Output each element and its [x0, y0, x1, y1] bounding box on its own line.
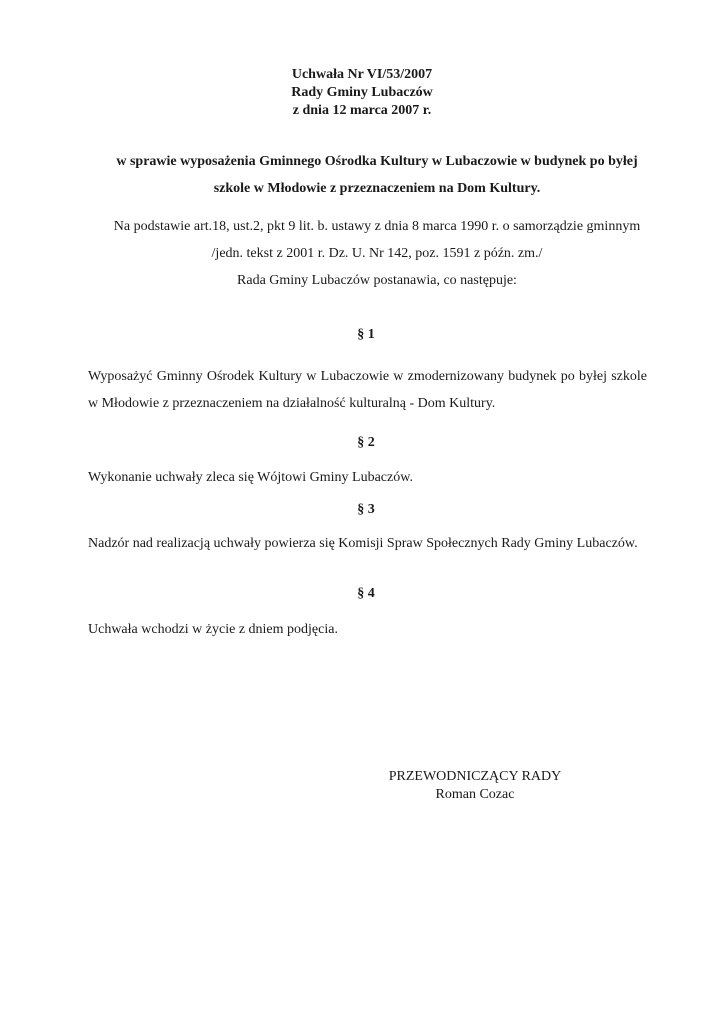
- section-text: Uchwała wchodzi w życie z dniem podjęcia.: [88, 622, 338, 637]
- signatory-name: Roman Cozac: [435, 787, 515, 802]
- council-name: Rady Gminy Lubaczów: [291, 85, 433, 100]
- legal-basis-line: /jedn. tekst z 2001 r. Dz. U. Nr 142, poz. 1591 z późn. zm./: [211, 246, 543, 261]
- section-heading: § 1: [357, 327, 375, 342]
- resolution-header: [0, 66, 724, 120]
- section-heading: § 2: [357, 435, 375, 450]
- subject-line: w sprawie wyposażenia Gminnego Ośrodka Kultury w Lubaczowie w budynek po byłej: [116, 154, 638, 169]
- section-heading: § 3: [357, 502, 375, 517]
- section-text: Nadzór nad realizacją uchwały powierza się Komisji Spraw Społecznych Rady Gminy Lubaczów.: [88, 536, 638, 551]
- signatory-title: PRZEWODNICZĄCY RADY: [388, 769, 562, 784]
- section-text: Wykonanie uchwały zleca się Wójtowi Gminy Lubaczów.: [88, 470, 413, 485]
- signature-block: [370, 768, 580, 804]
- resolution-date: z dnia 12 marca 2007 r.: [292, 103, 432, 118]
- section-heading: § 4: [357, 586, 375, 601]
- legal-basis: [60, 213, 694, 294]
- legal-basis-line: Na podstawie art.18, ust.2, pkt 9 lit. b. ustawy z dnia 8 marca 1990 r. o samorządzie gminnym: [113, 219, 641, 234]
- legal-basis-line: Rada Gminy Lubaczów postanawia, co następuje:: [237, 273, 517, 288]
- resolution-subject: [60, 148, 694, 202]
- resolution-number: Uchwała Nr VI/53/2007: [291, 67, 433, 82]
- subject-line: szkole w Młodowie z przeznaczeniem na Dom Kultury.: [213, 181, 541, 196]
- section-text: Wyposażyć Gminny Ośrodek Kultury w Lubaczowie w zmodernizowany budynek po byłej szkole w Młodowie z przeznaczeniem na działalność kulturalną - Dom Kultury.: [88, 369, 647, 411]
